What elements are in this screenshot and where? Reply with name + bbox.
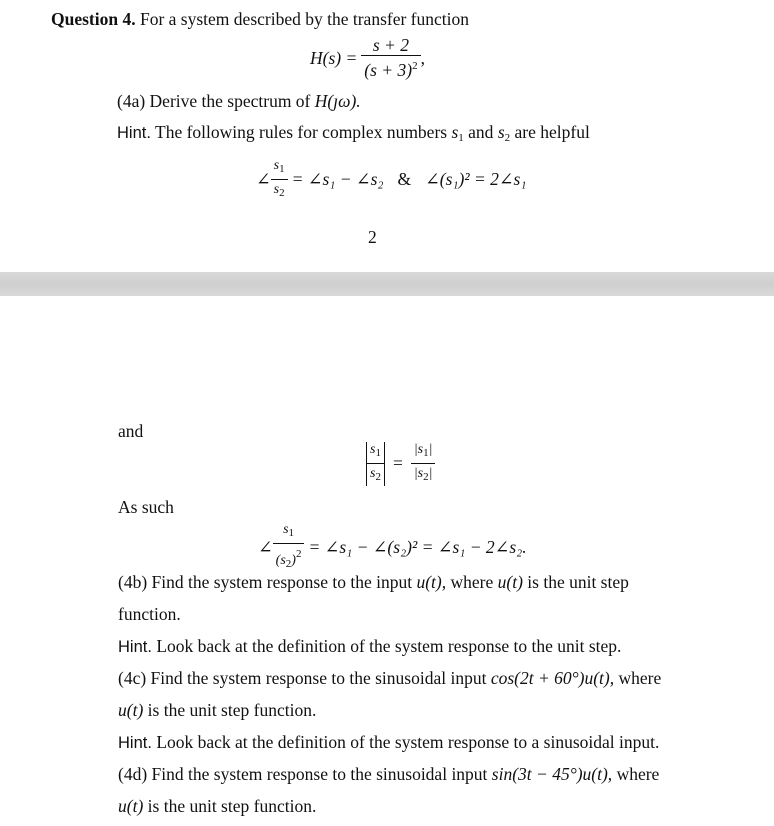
as-such-equation: ∠ $\frac{s_1}{(s_2)^2}$ = ∠s₁ − ∠(s₂)² = ∠s₁ − 2∠s₂. xyxy=(258,520,527,574)
part-d-u: u(t) xyxy=(118,796,144,816)
tf-denominator-exponent: 2 xyxy=(412,60,418,72)
hint-s2 xyxy=(498,122,510,142)
tf-fraction xyxy=(361,36,420,80)
part-c-post: is the unit step function. xyxy=(147,700,317,720)
part-c-hint-prefix: Hint. xyxy=(118,734,152,752)
part-b-hint-prefix: Hint. xyxy=(118,638,152,656)
part-c-hint xyxy=(118,731,659,754)
hint-and: and xyxy=(468,122,494,142)
question-intro-line xyxy=(51,8,469,30)
page-bottom xyxy=(0,296,774,826)
part-c-line1 xyxy=(118,667,661,689)
part-b-line2: function. xyxy=(118,604,181,624)
angle-symbol: ∠ xyxy=(256,169,271,189)
part-c-input: cos(2t + 60°)u(t), xyxy=(490,668,615,688)
part-a-hint-prefix: Hint. xyxy=(117,124,151,142)
part-a-label: (4a) Derive the spectrum of xyxy=(117,91,311,111)
page-top xyxy=(0,0,774,272)
rule2: ∠(s₁)² = 2∠s₁ xyxy=(425,169,527,189)
part-b-post: is the unit step xyxy=(527,572,629,592)
tf-numerator: s + 2 xyxy=(372,35,409,55)
abs-rule-equation xyxy=(366,440,435,487)
tf-denominator xyxy=(361,55,420,80)
part-c-where: where xyxy=(618,668,662,688)
as-such-fraction: $\frac{s_1}{(s_2)^2}$ xyxy=(273,520,305,574)
rule1-rhs: = ∠s₁ − ∠s₂ xyxy=(291,169,384,189)
part-d-line1 xyxy=(118,763,659,785)
page-number: 2 xyxy=(368,227,377,247)
hint-s2-base: s xyxy=(497,122,505,142)
part-b-hint xyxy=(118,635,621,658)
part-b-hint-text: Look back at the definition of the system response to the unit step. xyxy=(156,636,622,656)
question-intro: For a system described by the transfer function xyxy=(139,9,469,29)
part-a-expr: H(ȷω). xyxy=(314,91,361,111)
part-a-hint-line xyxy=(117,121,590,149)
part-a-hint-text: The following rules for complex numbers xyxy=(155,122,448,142)
part-d-line2 xyxy=(118,795,316,817)
as-such-label: As such xyxy=(118,497,174,517)
part-a-line xyxy=(117,90,361,112)
part-b-u2: u(t) xyxy=(497,572,523,592)
and-label: and xyxy=(118,421,144,441)
part-d-input: sin(3t − 45°)u(t), xyxy=(491,764,613,784)
part-b-u1: u(t), xyxy=(416,572,447,592)
as-such-rhs: = ∠s₁ − ∠(s₂)² = ∠s₁ − 2∠s₂. xyxy=(308,536,527,557)
tf-trailing-comma: , xyxy=(420,47,425,68)
rule1-numerator: $s_1$ xyxy=(273,158,285,175)
transfer-function-equation xyxy=(310,36,425,80)
abs-rule-equals: = xyxy=(392,453,403,473)
page-separator xyxy=(0,272,774,296)
part-d-where: where xyxy=(616,764,660,784)
hint-s1 xyxy=(451,122,463,142)
rule1-denominator: $s_2$ xyxy=(271,179,288,203)
hint-s1-base: s xyxy=(451,122,459,142)
question-heading: Question 4. xyxy=(51,9,136,29)
part-a-hint-end: are helpful xyxy=(514,122,590,142)
rule1-fraction xyxy=(271,156,288,203)
hint-s1-sub: 1 xyxy=(458,132,464,144)
part-c-hint-text: Look back at the definition of the system response to a sinusoidal input. xyxy=(156,732,660,752)
part-d-text: (4d) Find the system response to the sinusoidal input xyxy=(118,764,488,784)
tf-denominator-base: (s + 3) xyxy=(364,60,413,80)
tf-lhs: H(s) = xyxy=(310,47,358,68)
hint-s2-sub: 2 xyxy=(504,132,511,144)
part-b-text: (4b) Find the system response to the input xyxy=(118,572,413,592)
abs-ratio-lhs: $\frac{s_1}{s_2}$ xyxy=(366,440,385,487)
part-c-u: u(t) xyxy=(118,700,144,720)
part-c-text: (4c) Find the system response to the sinusoidal input xyxy=(118,668,487,688)
part-b-where: where xyxy=(450,572,494,592)
part-b-line1 xyxy=(118,571,629,593)
abs-ratio-rhs: $\frac{|s_1|}{|s_2|}$ xyxy=(411,440,436,487)
angle-rules-equation xyxy=(256,156,526,203)
part-c-line2 xyxy=(118,699,316,721)
rule-ampersand: & xyxy=(397,169,412,189)
part-d-post: is the unit step function. xyxy=(147,796,317,816)
